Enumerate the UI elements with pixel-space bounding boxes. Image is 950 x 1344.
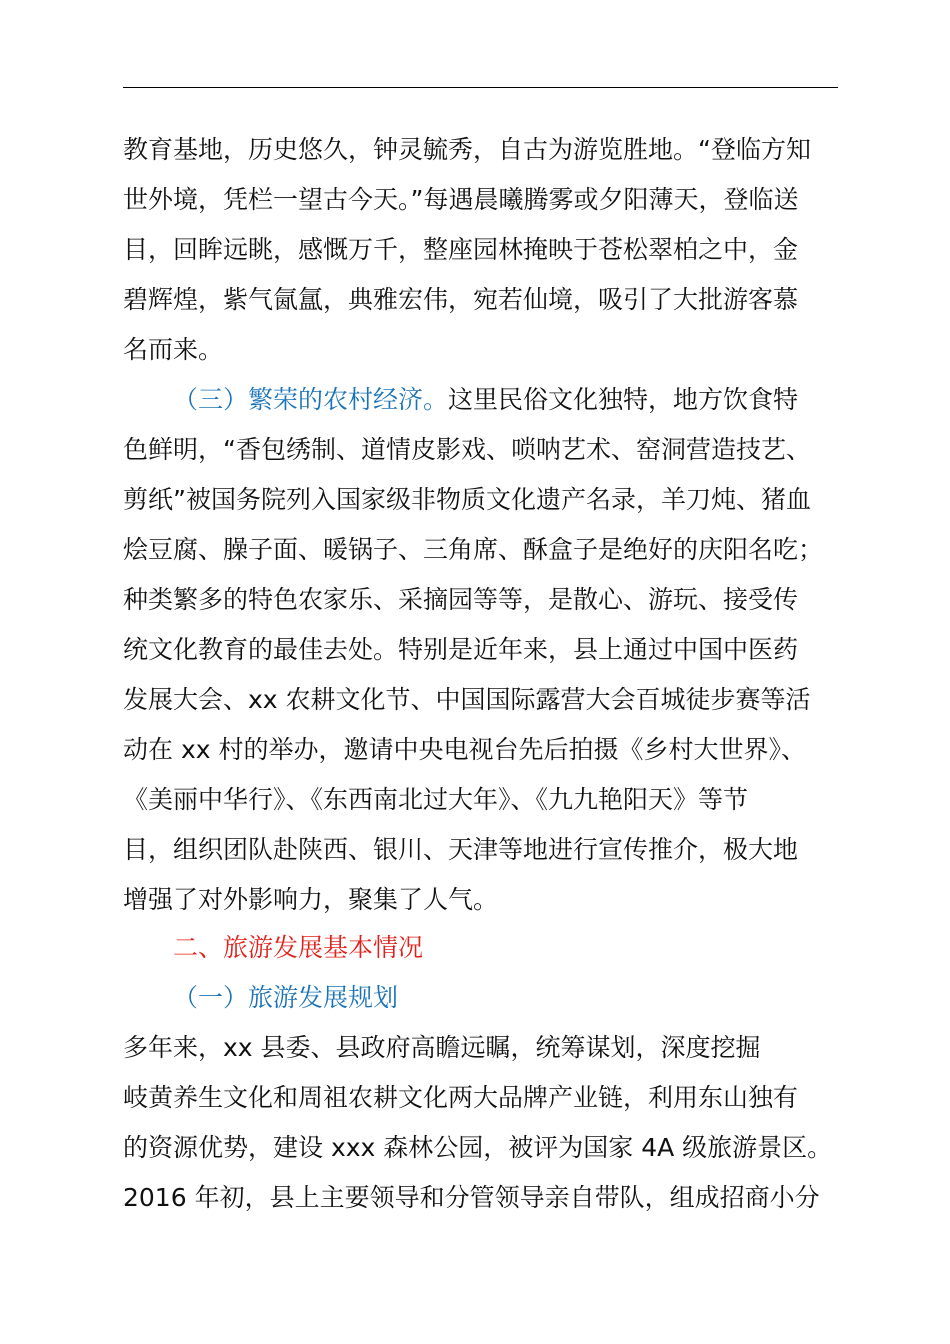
paragraph-line: 的资源优势，建设 xxx 森林公园，被评为国家 4A 级旅游景区。 — [123, 1133, 833, 1162]
paragraph-line: 种类繁多的特色农家乐、采摘园等等，是散心、游玩、接受传 — [123, 585, 799, 614]
paragraph-line: 色鲜明，“香包绣制、道情皮影戏、唢呐艺术、窑洞营造技艺、 — [123, 435, 811, 464]
paragraph-line: 名而来。 — [123, 335, 224, 364]
paragraph-line: 剪纸”被国务院列入国家级非物质文化遗产名录，羊刀炖、猪血 — [123, 485, 811, 514]
section-three-heading: （三）繁荣的农村经济。 — [173, 385, 449, 414]
subsection-one-heading: （一）旅游发展规划 — [173, 983, 399, 1012]
paragraph-line: 碧辉煌，紫气氤氲，典雅宏伟，宛若仙境，吸引了大批游客慕 — [123, 285, 799, 314]
header-rule — [123, 87, 838, 88]
paragraph-line: 教育基地，历史悠久，钟灵毓秀，自古为游览胜地。“登临方知 — [123, 135, 811, 164]
section-three-text: 这里民俗文化独特，地方饮食特 — [448, 385, 799, 414]
paragraph-line: 发展大会、xx 农耕文化节、中国国际露营大会百城徒步赛等活 — [123, 685, 811, 714]
paragraph-line: 世外境，凭栏一望古今天。”每遇晨曦腾雾或夕阳薄天，登临送 — [123, 185, 799, 214]
paragraph-line: 岐黄养生文化和周祖农耕文化两大品牌产业链，利用东山独有 — [123, 1083, 799, 1112]
paragraph-line: 动在 xx 村的举办，邀请中央电视台先后拍摄《乡村大世界》、 — [123, 735, 806, 764]
paragraph-line: 统文化教育的最佳去处。特别是近年来，县上通过中国中医药 — [123, 635, 799, 664]
paragraph-line: 烩豆腐、臊子面、暖锅子、三角席、酥盒子是绝好的庆阳名吃； — [123, 535, 824, 564]
chapter-two-heading: 二、旅游发展基本情况 — [173, 933, 424, 962]
section-three-line — [173, 383, 798, 417]
paragraph-line: 目，回眸远眺，感慨万千，整座园林掩映于苍松翠柏之中，金 — [123, 235, 799, 264]
paragraph-line: 《美丽中华行》、《东西南北过大年》、《九九艳阳天》等节 — [123, 785, 749, 814]
paragraph-line: 多年来，xx 县委、县政府高瞻远瞩，统筹谋划，深度挖掘 — [123, 1033, 761, 1062]
paragraph-line: 2016 年初，县上主要领导和分管领导亲自带队，组成招商小分 — [123, 1183, 820, 1212]
paragraph-line: 目，组织团队赴陕西、银川、天津等地进行宣传推介，极大地 — [123, 835, 799, 864]
paragraph-line: 增强了对外影响力，聚集了人气。 — [123, 885, 499, 914]
